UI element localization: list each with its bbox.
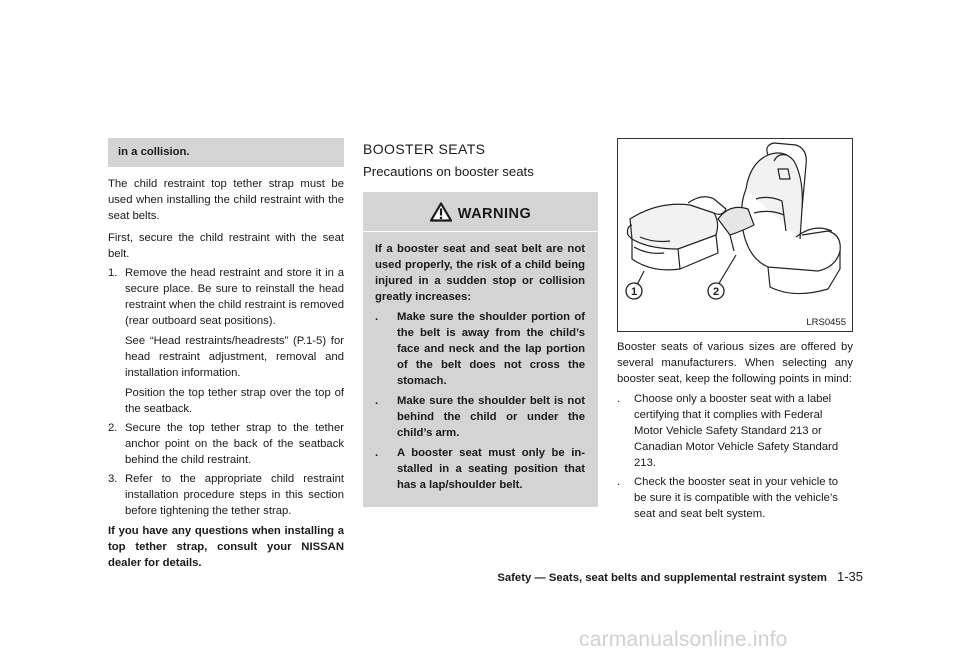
booster-tips-list (617, 391, 853, 522)
warning-item-text: A booster seat must only be in-stalled in a seating position that has a lap/shoulder belt. (397, 447, 585, 491)
warning-intro: If a booster seat and seat belt are not used properly, the risk of a child being injured in a sudden stop or collision greatly increases: (375, 243, 585, 303)
column-middle (363, 140, 598, 507)
step-text: Secure the top tether strap to the tether anchor point on the back of the seatback behind the child restraint. (125, 422, 344, 466)
warning-title: WARNING (457, 206, 532, 222)
subsection-title: Precautions on booster seats (363, 164, 534, 179)
booster-seats-drawing (618, 139, 852, 331)
watermark-text: carmanualsonline.info (579, 628, 788, 651)
list-item (375, 445, 585, 493)
step-subparagraph: Position the top tether strap over the top of the seatback. (125, 387, 344, 415)
section-title: BOOSTER SEATS (363, 141, 486, 157)
list-item (108, 420, 344, 468)
booster-intro-paragraph: Booster seats of various sizes are offered by several manufacturers. When selecting any booster seat, keep the following points in mind: (617, 341, 853, 385)
continued-note-box (108, 138, 344, 167)
tip-text: Check the booster seat in your vehicle to be sure it is compatible with the vehicle’s seat and seat belt system. (634, 476, 839, 520)
page-number: 1-35 (836, 569, 863, 584)
bullet-mark: . (375, 311, 379, 323)
warning-item-text: Make sure the shoulder belt is not behind the child or under the child’s arm. (397, 395, 585, 439)
figure-label-2: 2 (712, 286, 720, 298)
tip-text: Choose only a booster seat with a label certifying that it complies with Federal Motor Vehicle Safety Standard 213 or Canadian Motor Vehicle Safety Standard 213. (634, 393, 839, 469)
steps-list (108, 265, 344, 519)
warning-box (363, 192, 598, 507)
footer-title: Safety — Seats, seat belts and supplemental restraint system (497, 572, 827, 584)
list-item (617, 474, 853, 522)
step-number: 3. (108, 473, 118, 485)
list-item (375, 309, 585, 389)
column-right (617, 138, 853, 522)
step-text: Refer to the appropriate child restraint installation procedure steps in this section before tightening the tether strap. (125, 473, 344, 517)
first-step-paragraph: First, secure the child restraint with the seat belt. (108, 232, 344, 260)
warning-header (363, 201, 598, 232)
bullet-mark: . (375, 395, 379, 407)
list-item (375, 393, 585, 441)
step-number: 2. (108, 422, 118, 434)
list-item (108, 471, 344, 519)
warning-triangle-icon (430, 202, 452, 227)
tether-intro-paragraph: The child restraint top tether strap must be used when installing the child restraint with the seat belts. (108, 178, 344, 222)
bullet-mark: . (375, 447, 379, 459)
warning-list (375, 309, 585, 493)
dealer-note: If you have any questions when installing a top tether strap, consult your NISSAN dealer for details. (108, 525, 344, 569)
bullet-mark: . (617, 476, 621, 488)
column-left (108, 138, 344, 571)
continued-note-text: in a collision. (118, 146, 190, 158)
step-number: 1. (108, 267, 118, 279)
booster-seat-illustration (617, 138, 853, 332)
figure-caption: LRS0455 (806, 317, 846, 328)
figure-label-1: 1 (630, 286, 638, 298)
step-subparagraph: See “Head restraints/headrests” (P.1-5) for head restraint adjustment, removal and installation information. (125, 335, 344, 379)
warning-item-text: Make sure the shoulder portion of the belt is away from the child’s face and neck and the lap portion of the belt does not cross the stomach. (397, 311, 585, 387)
step-text: Remove the head restraint and store it in a secure place. Be sure to reinstall the head restraint when the child restraint is removed (rear outboard seat positions). (125, 267, 344, 327)
bullet-mark: . (617, 393, 621, 405)
list-item (108, 265, 344, 417)
list-item (617, 391, 853, 471)
page-footer (495, 569, 863, 586)
